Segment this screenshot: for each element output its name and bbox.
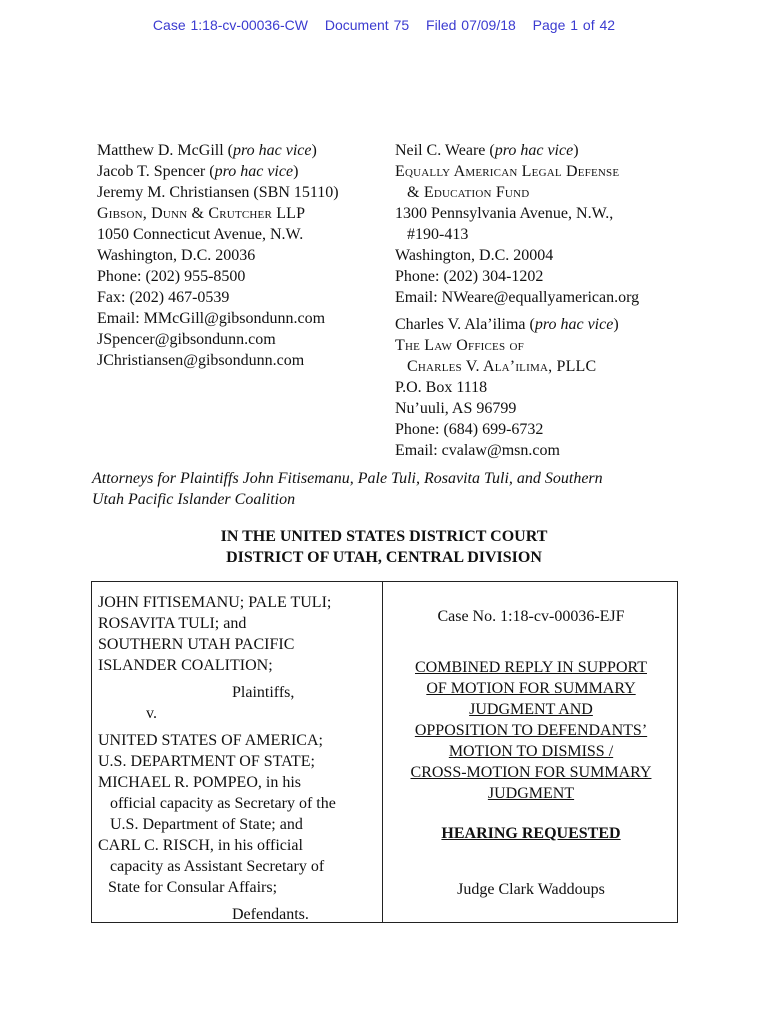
case-info-block — [383, 606, 679, 900]
email-line: Email: MMcGill@gibsondunn.com — [97, 310, 326, 327]
counsel-name — [395, 314, 639, 335]
address-line: 1300 Pennsylvania Avenue, N.W., — [395, 205, 614, 222]
attorneys-for-statement — [92, 468, 692, 510]
attorneys-for-line: Utah Pacific Islander Coalition — [92, 491, 296, 508]
court-division: DISTRICT OF UTAH, CENTRAL DIVISION — [226, 549, 542, 566]
defendant-line: U.S. DEPARTMENT OF STATE; — [98, 753, 315, 770]
plaintiff-line: ISLANDER COALITION; — [98, 657, 273, 674]
firm-name: Charles V. Ala’ilima, PLLC — [407, 358, 597, 375]
pro-hac-vice-text: pro hac vice — [214, 163, 294, 180]
phone-line: Phone: (202) 955-8500 — [97, 268, 246, 285]
versus-label: v. — [146, 705, 157, 722]
plaintiff-line: JOHN FITISEMANU; PALE TULI; — [98, 594, 332, 611]
ecf-header — [0, 17, 768, 33]
address-line: Washington, D.C. 20036 — [97, 247, 256, 264]
email-line: Email: NWeare@equallyamerican.org — [395, 289, 640, 306]
address-line: Washington, D.C. 20004 — [395, 247, 554, 264]
attorneys-for-line: Attorneys for Plaintiffs John Fitisemanu, Pale Tuli, Rosavita Tuli, and Southern — [92, 470, 603, 487]
defendants-label: Defendants. — [232, 906, 309, 923]
address-line: #190-413 — [407, 226, 469, 243]
pro-hac-vice-text: pro hac vice — [232, 142, 312, 159]
counsel-name-text: Matthew D. McGill ( — [97, 142, 233, 159]
defendant-line: U.S. Department of State; and — [110, 816, 303, 833]
email-line: JChristiansen@gibsondunn.com — [97, 352, 305, 369]
hearing-requested: HEARING REQUESTED — [441, 825, 621, 842]
org-name: Equally American Legal Defense — [395, 163, 620, 180]
counsel-name — [97, 140, 339, 161]
document-title-line: COMBINED REPLY IN SUPPORT — [415, 659, 647, 676]
document-title-line: CROSS-MOTION FOR SUMMARY — [410, 764, 652, 781]
paren-text: ) — [311, 142, 317, 159]
header-case-number: Case 1:18-cv-00036-CW — [152, 17, 308, 33]
court-heading — [0, 526, 768, 568]
paren-text: ) — [613, 316, 619, 333]
document-title-line: MOTION TO DISMISS / — [448, 743, 614, 760]
counsel-name-text: Neil C. Weare ( — [395, 142, 495, 159]
header-filed-date: Filed 07/09/18 — [426, 17, 516, 33]
defendant-line: CARL C. RISCH, in his official — [98, 837, 303, 854]
document-title-line: OF MOTION FOR SUMMARY — [426, 680, 636, 697]
defendant-line: UNITED STATES OF AMERICA; — [98, 732, 323, 749]
defendant-line: capacity as Assistant Secretary of — [110, 858, 325, 875]
document-title-line: JUDGMENT — [487, 785, 575, 802]
case-number: Case No. 1:18-cv-00036-EJF — [437, 608, 625, 625]
counsel-name-text: Jacob T. Spencer ( — [97, 163, 215, 180]
email-line: Email: cvalaw@msn.com — [395, 442, 560, 459]
address-line: 1050 Connecticut Avenue, N.W. — [97, 226, 304, 243]
defendant-line: State for Consular Affairs; — [108, 879, 278, 896]
pro-hac-vice-text: pro hac vice — [494, 142, 574, 159]
court-name: IN THE UNITED STATES DISTRICT COURT — [220, 528, 548, 545]
counsel-name-text: Charles V. Ala’ilima ( — [395, 316, 535, 333]
header-page-count: Page 1 of 42 — [532, 17, 616, 33]
counsel-block-left — [97, 140, 339, 371]
pro-hac-vice-text: pro hac vice — [534, 316, 614, 333]
firm-name: Gibson, Dunn & Crutcher LLP — [97, 205, 306, 222]
po-box-line: P.O. Box 1118 — [395, 379, 488, 396]
plaintiff-line: SOUTHERN UTAH PACIFIC — [98, 636, 295, 653]
plaintiffs-label: Plaintiffs, — [232, 684, 295, 701]
counsel-name: Jeremy M. Christiansen (SBN 15110) — [97, 184, 339, 201]
address-line: Nu’uuli, AS 96799 — [395, 400, 517, 417]
parties-block — [98, 592, 378, 925]
plaintiff-line: ROSAVITA TULI; and — [98, 615, 247, 632]
org-name: & Education Fund — [407, 184, 530, 201]
judge-name: Judge Clark Waddoups — [457, 881, 605, 898]
document-title-line: JUDGMENT AND — [469, 701, 593, 718]
phone-line: Phone: (684) 699-6732 — [395, 421, 544, 438]
counsel-name — [97, 161, 339, 182]
counsel-name — [395, 140, 639, 161]
email-line: JSpencer@gibsondunn.com — [97, 331, 276, 348]
phone-line: Phone: (202) 304-1202 — [395, 268, 544, 285]
fax-line: Fax: (202) 467-0539 — [97, 289, 230, 306]
header-document-number: Document 75 — [324, 17, 410, 33]
defendant-line: official capacity as Secretary of the — [110, 795, 336, 812]
defendant-line: MICHAEL R. POMPEO, in his — [98, 774, 301, 791]
firm-name: The Law Offices of — [395, 337, 524, 354]
case-caption-box — [91, 581, 678, 923]
paren-text: ) — [293, 163, 299, 180]
document-title-line: OPPOSITION TO DEFENDANTS’ — [414, 722, 648, 739]
paren-text: ) — [573, 142, 579, 159]
counsel-block-right — [395, 140, 639, 461]
